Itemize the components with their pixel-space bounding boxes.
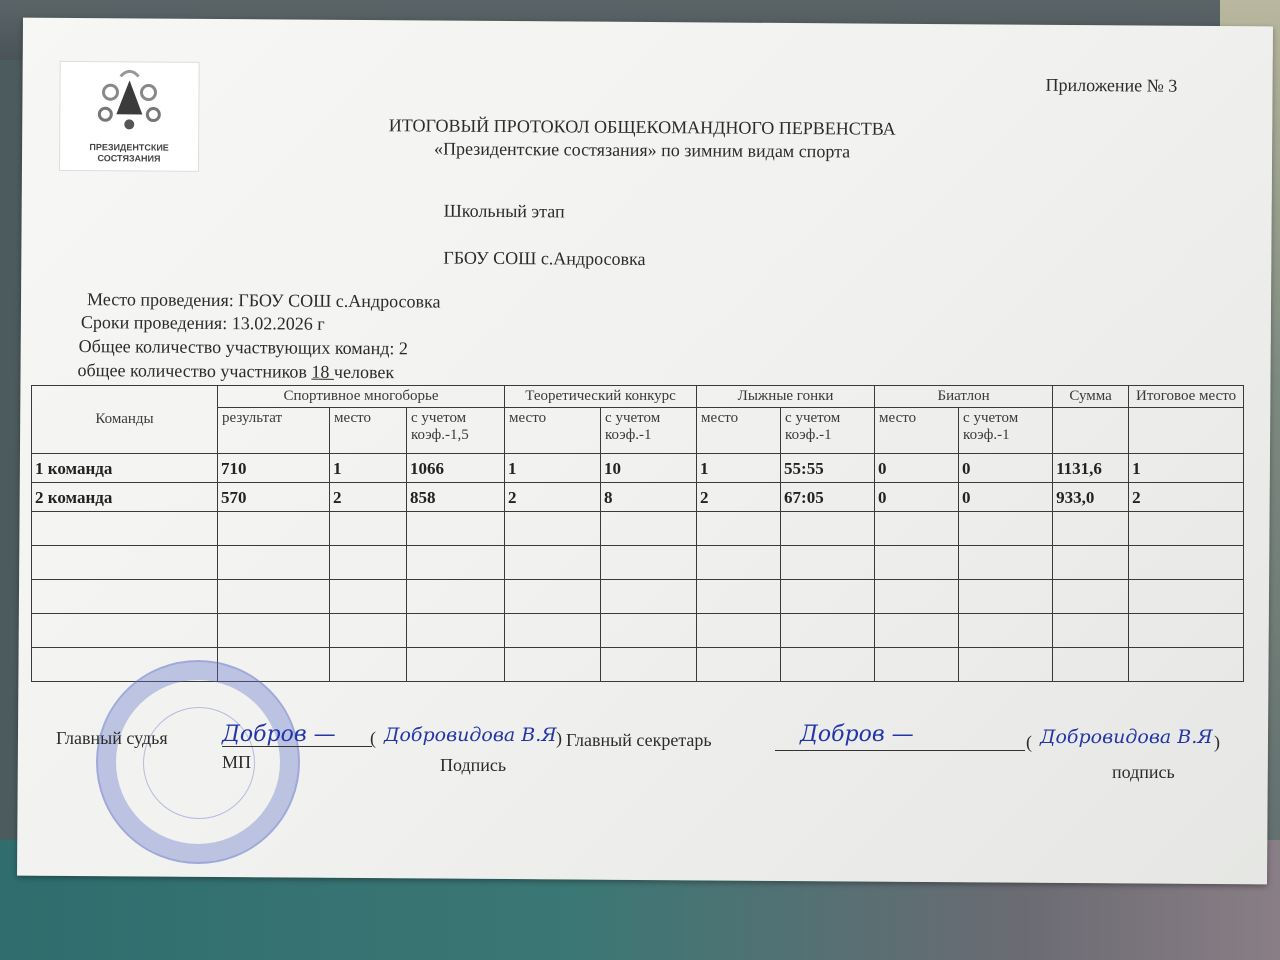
secretary-signature-line <box>775 750 1025 751</box>
subheader-result: результат <box>218 408 330 454</box>
judge-name-handwritten: Добровидова В.Я <box>384 724 557 746</box>
judge-label: Главный судья <box>56 728 168 748</box>
venue-text: Место проведения: ГБОУ СОШ с.Андросовка <box>86 289 441 312</box>
judge-signature: Добров — <box>222 722 336 747</box>
cell-team: 1 команда <box>32 454 218 483</box>
cell-place4: 0 <box>875 483 959 512</box>
header-multi: Спортивное многоборье <box>218 386 505 408</box>
judge-signature-line <box>222 746 372 747</box>
subheader-coef1b: с учетом коэф.-1 <box>781 408 875 454</box>
header-ski: Лыжные гонки <box>697 386 875 408</box>
subheader-coef15: с учетом коэф.-1,5 <box>407 408 505 454</box>
cell-place1: 1 <box>330 454 407 483</box>
cell-result: 710 <box>218 454 330 483</box>
cell-coef1c: 0 <box>959 454 1053 483</box>
cell-result: 570 <box>218 483 330 512</box>
empty-row <box>32 512 1244 546</box>
header-biathlon: Биатлон <box>875 386 1053 408</box>
secretary-label: Главный секретарь <box>566 730 712 750</box>
header-sum: Сумма <box>1053 386 1129 408</box>
secretary-signature: Добров — <box>800 722 914 747</box>
header-final: Итоговое место <box>1129 386 1244 408</box>
header-theory: Теоретический конкурс <box>505 386 697 408</box>
table-row <box>32 454 1244 483</box>
judge-name-close-paren: ) <box>556 728 562 748</box>
cell-final: 1 <box>1129 454 1244 483</box>
table-header-row <box>32 386 1244 408</box>
table-row <box>32 483 1244 512</box>
cell-place4: 0 <box>875 454 959 483</box>
cell-final: 2 <box>1129 483 1244 512</box>
cell-coef1c: 0 <box>959 483 1053 512</box>
teams-count-text: Общее количество участвующих команд: 2 <box>78 336 408 359</box>
cell-place3: 2 <box>697 483 781 512</box>
participants-prefix: общее количество участников <box>77 360 312 382</box>
cell-sum: 1131,6 <box>1053 454 1129 483</box>
cell-coef1a: 10 <box>601 454 697 483</box>
secretary-name-handwritten: Добровидова В.Я <box>1040 726 1213 748</box>
participants-value: 18 <box>311 361 335 382</box>
official-stamp <box>96 660 300 864</box>
logo-text-line1: ПРЕЗИДЕНТСКИЕ <box>89 142 169 153</box>
subheader-sum-empty <box>1053 408 1129 454</box>
stage-label: Школьный этап <box>443 200 565 222</box>
empty-row <box>32 614 1244 648</box>
subheader-coef1c: с учетом коэф.-1 <box>959 408 1053 454</box>
cell-place3: 1 <box>697 454 781 483</box>
school-label: ГБОУ СОШ с.Андросовка <box>443 247 646 269</box>
cell-place1: 2 <box>330 483 407 512</box>
mp-label: МП <box>222 752 252 772</box>
signature-caption-2: подпись <box>1112 762 1175 782</box>
secretary-name-open-paren: ( <box>1026 732 1032 752</box>
cell-coef15: 1066 <box>407 454 505 483</box>
subheader-coef1a: с учетом коэф.-1 <box>601 408 697 454</box>
participants-suffix: человек <box>333 361 395 383</box>
empty-row <box>32 546 1244 580</box>
empty-row <box>32 580 1244 614</box>
results-table <box>31 385 1244 682</box>
cell-team: 2 команда <box>32 483 218 512</box>
signature-caption-1: Подпись <box>440 755 507 775</box>
protocol-subtitle: «Президентские состязания» по зимним видам спорта <box>433 138 851 162</box>
header-teams: Команды <box>32 386 218 454</box>
subheader-place4: место <box>875 408 959 454</box>
cell-ski-time: 67:05 <box>781 483 875 512</box>
judge-name-open-paren: ( <box>370 728 376 748</box>
participants-text <box>77 360 394 383</box>
protocol-title: ИТОГОВЫЙ ПРОТОКОЛ ОБЩЕКОМАНДНОГО ПЕРВЕНСТВА <box>388 115 896 139</box>
subheader-final-empty <box>1129 408 1244 454</box>
subheader-place2: место <box>505 408 601 454</box>
cell-place2: 1 <box>505 454 601 483</box>
subheader-place3: место <box>697 408 781 454</box>
subheader-place1: место <box>330 408 407 454</box>
cell-coef1a: 8 <box>601 483 697 512</box>
cell-sum: 933,0 <box>1053 483 1129 512</box>
cell-place2: 2 <box>505 483 601 512</box>
cell-ski-time: 55:55 <box>781 454 875 483</box>
cell-coef15: 858 <box>407 483 505 512</box>
dates-text: Сроки проведения: 13.02.2026 г <box>80 312 325 334</box>
logo-text-line2: СОСТЯЗАНИЯ <box>97 153 161 164</box>
secretary-name-close-paren: ) <box>1214 732 1220 752</box>
appendix-label: Приложение № 3 <box>1045 74 1178 96</box>
